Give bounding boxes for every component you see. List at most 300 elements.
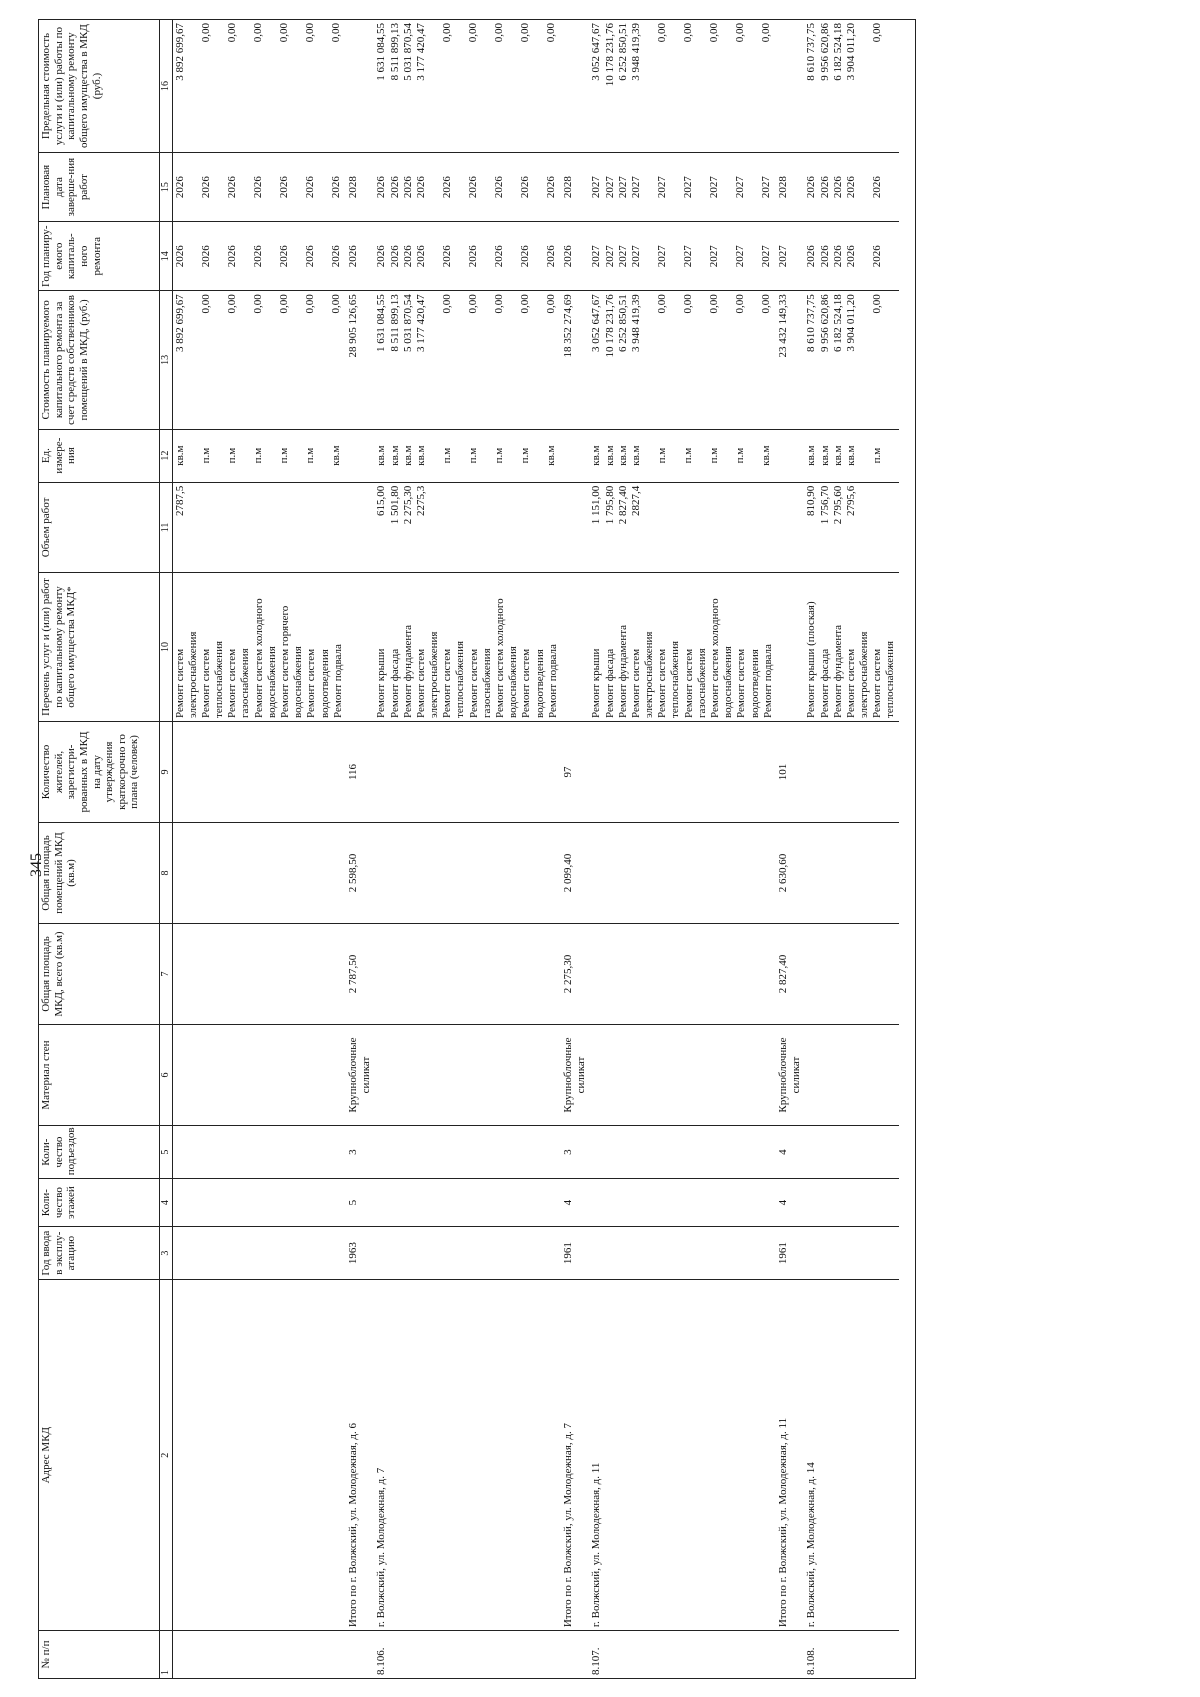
column-number: 7 — [160, 924, 173, 1025]
max-cost: 0,00 — [518, 23, 531, 43]
unit: кв.м — [629, 445, 642, 466]
work-cost: 3 892 699,67 — [173, 294, 186, 353]
max-cost: 3 904 011,20 — [844, 23, 857, 81]
header-row — [39, 20, 160, 1679]
repair-year: 2026 — [251, 245, 264, 268]
table-cell — [804, 482, 898, 572]
total-row — [561, 20, 589, 1679]
column-number: 12 — [160, 429, 173, 482]
work-item: Ремонт систем холодного водоснабжения — [252, 598, 278, 718]
end-date: 2028 — [561, 176, 574, 199]
max-cost: 5 031 870,54 — [401, 23, 414, 81]
table-cell — [804, 822, 898, 923]
repair-year: 2027 — [590, 245, 603, 268]
table-cell — [561, 1631, 589, 1679]
column-number: 2 — [160, 1280, 173, 1631]
end-date: 2026 — [173, 176, 186, 199]
house-row — [804, 20, 898, 1679]
work-volume-list — [174, 486, 343, 569]
work-cost: 10 178 231,76 — [603, 294, 616, 358]
row-number: 8.106. — [375, 1647, 388, 1675]
table-cell — [561, 20, 589, 153]
column-header: Предельная стоимость услуги и (или) работы по капитальному ремонту общего имущества в МКД (руб.) — [39, 20, 160, 153]
max-cost-list — [375, 23, 558, 149]
column-number: 15 — [160, 153, 173, 222]
table-cell — [776, 822, 804, 923]
table-end-spacer — [899, 20, 916, 1679]
max-cost: 3 892 699,67 — [173, 23, 186, 81]
work-volume — [330, 486, 343, 569]
work-cost: 0,00 — [707, 294, 720, 314]
unit: п.м — [733, 447, 746, 464]
unit: кв.м — [805, 445, 818, 466]
work-volume: 1 501,80 — [388, 485, 401, 525]
table-cell — [804, 573, 898, 722]
column-header: Год ввода в эксплу-атацию — [39, 1227, 160, 1280]
table-cell — [561, 1227, 589, 1280]
table-cell — [776, 573, 804, 722]
table-cell — [374, 20, 561, 153]
table-cell — [589, 20, 776, 153]
table-cell — [346, 482, 374, 572]
house-row — [374, 20, 561, 1679]
unit: п.м — [681, 447, 694, 464]
table-cell — [346, 573, 374, 722]
table-cell — [776, 924, 804, 1025]
work-item-list — [375, 576, 560, 718]
column-header: Год планиру-емого капиталь-ного ремонта — [39, 222, 160, 291]
table-cell — [374, 1179, 561, 1227]
unit: п.м — [225, 447, 238, 464]
table-cell — [374, 721, 561, 822]
work-cost: 3 177 420,47 — [414, 294, 427, 353]
work-volume — [682, 486, 708, 569]
column-header: Материал стен — [39, 1025, 160, 1126]
house-address: г. Волжский, ул. Молодежная, д. 7 — [375, 1467, 388, 1628]
table-cell — [172, 924, 346, 1025]
end-date-list — [375, 156, 558, 218]
total-row — [346, 20, 374, 1679]
work-item: Ремонт систем теплоснабжения — [656, 640, 682, 718]
house-row — [589, 20, 776, 1679]
work-volume — [708, 486, 734, 569]
table-cell — [589, 1025, 776, 1126]
work-volume-list — [590, 486, 773, 569]
repair-year-list — [590, 225, 773, 287]
table-cell — [346, 822, 374, 923]
table-cell — [589, 291, 776, 429]
table-cell — [346, 1227, 374, 1280]
table-cell — [589, 222, 776, 291]
work-item: Ремонт систем холодного водоснабжения — [709, 598, 735, 718]
max-cost: 10 178 231,76 — [603, 23, 616, 87]
max-cost: 0,00 — [759, 23, 772, 43]
table-cell — [589, 429, 776, 482]
table-cell — [172, 153, 346, 222]
table-cell — [172, 1025, 346, 1126]
total-area: 2 827,40 — [776, 954, 789, 994]
table-cell — [589, 822, 776, 923]
row-number: 8.108. — [805, 1647, 818, 1675]
table-cell — [172, 429, 346, 482]
work-cost: 9 956 620,86 — [818, 294, 831, 353]
unit: п.м — [466, 447, 479, 464]
work-volume — [734, 486, 760, 569]
table-cell — [561, 1280, 589, 1631]
repair-year: 2027 — [629, 245, 642, 268]
repair-year: 2026 — [173, 245, 186, 268]
work-item: Ремонт фасада — [388, 648, 401, 718]
work-cost: 8 511 899,13 — [388, 294, 401, 352]
repair-year: 2026 — [544, 245, 557, 268]
table-cell — [172, 1179, 346, 1227]
work-volume — [252, 486, 278, 569]
repair-year: 2026 — [303, 245, 316, 268]
work-item-list — [590, 576, 775, 718]
house-address: г. Волжский, ул. Молодежная, д. 14 — [805, 1462, 818, 1628]
wall-material: Крупноблочные силикат — [561, 1037, 588, 1113]
end-date: 2026 — [518, 176, 531, 199]
repair-year: 2026 — [225, 245, 238, 268]
unit: п.м — [707, 447, 720, 464]
work-item: Ремонт систем водоотведения — [735, 648, 761, 718]
end-date: 2027 — [759, 176, 772, 199]
table-cell — [172, 573, 346, 722]
work-item: Ремонт фундамента — [401, 624, 414, 718]
work-volume: 1 151,00 — [590, 485, 603, 525]
work-item: Ремонт систем водоотведения — [520, 648, 546, 718]
work-cost: 0,00 — [440, 294, 453, 314]
work-cost: 0,00 — [492, 294, 505, 314]
column-number: 14 — [160, 222, 173, 291]
residents-count: 116 — [346, 763, 359, 781]
work-item: Ремонт подвала — [331, 644, 344, 718]
row-number: 8.107. — [590, 1647, 603, 1675]
unit: кв.м — [603, 445, 616, 466]
unit: кв.м — [329, 445, 342, 466]
year-built: 1961 — [776, 1242, 789, 1265]
table-cell — [776, 1227, 804, 1280]
table-cell — [346, 20, 374, 153]
wall-material: Крупноблочные силикат — [346, 1037, 373, 1113]
table-cell — [804, 1179, 898, 1227]
table-cell — [346, 1025, 374, 1126]
column-header: Стоимость планируемого капитального ремонта за счет средств собственников помещений в МКД, (руб.) — [39, 291, 160, 429]
work-item-list — [174, 576, 345, 718]
table-cell — [776, 1126, 804, 1179]
end-date: 2026 — [388, 176, 401, 199]
unit: п.м — [518, 447, 531, 464]
table-cell — [374, 153, 561, 222]
unit: кв.м — [414, 445, 427, 466]
column-header: Плановая дата заверше-ния работ — [39, 153, 160, 222]
table-cell — [804, 20, 898, 153]
max-cost: 0,00 — [870, 23, 883, 43]
repair-year: 2026 — [518, 245, 531, 268]
end-date: 2026 — [818, 176, 831, 199]
work-volume: 2 275,30 — [401, 485, 414, 525]
max-cost: 0,00 — [277, 23, 290, 43]
repair-year: 2027 — [616, 245, 629, 268]
unit: п.м — [492, 447, 505, 464]
table-cell — [804, 1025, 898, 1126]
max-cost: 0,00 — [440, 23, 453, 43]
column-number: 8 — [160, 822, 173, 923]
table-cell — [776, 721, 804, 822]
table-cell — [589, 1126, 776, 1179]
work-item: Ремонт систем газоснабжения — [226, 648, 252, 718]
end-date: 2027 — [590, 176, 603, 199]
column-number-row — [160, 20, 173, 1679]
table-cell — [776, 1631, 804, 1679]
total-cost: 28 905 126,65 — [346, 294, 359, 358]
work-volume — [493, 486, 519, 569]
repair-year: 2026 — [818, 245, 831, 268]
max-cost: 3 948 419,39 — [629, 23, 642, 81]
total-cost: 23 432 149,33 — [776, 294, 789, 358]
work-item: Ремонт крыши — [375, 648, 388, 718]
repair-year: 2026 — [466, 245, 479, 268]
premises-area: 2 099,40 — [561, 853, 574, 893]
repair-year: 2026 — [346, 245, 359, 268]
max-cost: 0,00 — [707, 23, 720, 43]
table-cell — [561, 822, 589, 923]
max-cost: 6 182 524,18 — [831, 23, 844, 81]
table-cell — [804, 721, 898, 822]
end-date-list — [174, 156, 343, 218]
table-cell — [346, 721, 374, 822]
table-cell — [804, 1126, 898, 1179]
work-cost: 0,00 — [225, 294, 238, 314]
premises-area: 2 598,50 — [346, 853, 359, 893]
table-cell — [374, 1025, 561, 1126]
total-cost: 18 352 274,69 — [561, 294, 574, 358]
end-date-list — [590, 156, 773, 218]
end-date: 2026 — [199, 176, 212, 199]
end-date: 2026 — [544, 176, 557, 199]
entrances-count: 3 — [561, 1149, 574, 1155]
work-item: Ремонт систем теплоснабжения — [871, 640, 897, 718]
work-volume — [656, 486, 682, 569]
table-cell — [561, 291, 589, 429]
work-volume: 1 756,70 — [818, 485, 831, 525]
house-address: г. Волжский, ул. Молодежная, д. 11 — [590, 1462, 603, 1628]
column-header: Ед. измере-ния — [39, 429, 160, 482]
work-volume-list — [805, 486, 897, 569]
unit: кв.м — [388, 445, 401, 466]
max-cost: 0,00 — [225, 23, 238, 43]
work-cost: 0,00 — [870, 294, 883, 314]
table-cell — [776, 482, 804, 572]
repair-year: 2026 — [401, 245, 414, 268]
work-cost-list — [174, 294, 343, 425]
table-cell — [172, 1631, 346, 1679]
repair-year: 2026 — [329, 245, 342, 268]
floors-count: 5 — [346, 1199, 359, 1206]
end-date: 2026 — [414, 176, 427, 199]
max-cost: 0,00 — [733, 23, 746, 43]
table-cell — [172, 222, 346, 291]
work-item: Ремонт систем газоснабжения — [467, 648, 493, 718]
unit-list — [375, 433, 558, 479]
table-cell — [561, 429, 589, 482]
work-item: Ремонт систем электроснабжения — [844, 631, 871, 718]
max-cost: 6 252 850,51 — [616, 23, 629, 81]
max-cost: 0,00 — [251, 23, 264, 43]
work-cost: 0,00 — [518, 294, 531, 314]
total-label: Итого по г. Волжский, ул. Молодежная, д. 7 — [561, 1423, 574, 1628]
repair-year: 2027 — [655, 245, 668, 268]
table-cell — [804, 429, 898, 482]
work-cost: 6 182 524,18 — [831, 294, 844, 353]
work-volume: 2795,6 — [844, 485, 857, 516]
max-cost: 9 956 620,86 — [818, 23, 831, 81]
end-date: 2026 — [440, 176, 453, 199]
table-cell — [374, 291, 561, 429]
unit: п.м — [870, 447, 883, 464]
work-volume — [441, 486, 467, 569]
work-volume — [467, 486, 493, 569]
table-cell — [776, 222, 804, 291]
end-date: 2027 — [603, 176, 616, 199]
work-volume — [871, 486, 897, 569]
end-date: 2026 — [225, 176, 238, 199]
max-cost: 8 511 899,13 — [388, 23, 401, 81]
premises-area: 2 630,60 — [776, 853, 789, 893]
end-date: 2026 — [251, 176, 264, 199]
column-number: 4 — [160, 1179, 173, 1227]
end-date: 2026 — [329, 176, 342, 199]
table-cell — [172, 1280, 346, 1631]
repair-year-list — [805, 225, 897, 287]
table-cell — [172, 721, 346, 822]
column-number: 1 — [160, 1631, 173, 1679]
max-cost: 0,00 — [199, 23, 212, 43]
unit: п.м — [199, 447, 212, 464]
table-cell — [804, 291, 898, 429]
work-cost: 3 948 419,39 — [629, 294, 642, 353]
max-cost-list — [174, 23, 343, 149]
work-item: Ремонт подвала — [546, 644, 559, 718]
table-cell — [346, 924, 374, 1025]
work-cost: 0,00 — [544, 294, 557, 314]
column-header: Коли-чество подъездов — [39, 1126, 160, 1179]
table-cell — [374, 429, 561, 482]
table-cell — [374, 1227, 561, 1280]
residents-count: 97 — [561, 766, 574, 778]
end-date: 2026 — [466, 176, 479, 199]
unit: кв.м — [544, 445, 557, 466]
house-row — [172, 20, 346, 1679]
work-volume — [200, 486, 226, 569]
capital-repair-table — [38, 19, 916, 1679]
table-cell — [374, 1280, 561, 1631]
table-cell — [172, 291, 346, 429]
work-volume: 2 827,40 — [616, 485, 629, 525]
work-item: Ремонт фасада — [603, 648, 616, 718]
column-number: 5 — [160, 1126, 173, 1179]
end-date: 2028 — [776, 176, 789, 199]
work-cost: 0,00 — [303, 294, 316, 314]
work-volume — [519, 486, 545, 569]
work-cost: 3 904 011,20 — [844, 294, 857, 352]
table-cell — [346, 222, 374, 291]
repair-year: 2026 — [440, 245, 453, 268]
column-header: Коли-чество этажей — [39, 1179, 160, 1227]
table-cell — [561, 924, 589, 1025]
table-cell — [374, 573, 561, 722]
table-cell — [172, 20, 346, 153]
table-cell — [804, 222, 898, 291]
repair-year: 2026 — [844, 245, 857, 268]
max-cost-list — [590, 23, 773, 149]
work-item: Ремонт крыши — [590, 648, 603, 718]
work-volume: 1 795,80 — [603, 485, 616, 525]
max-cost: 0,00 — [655, 23, 668, 43]
page-number: 345 — [28, 853, 45, 877]
work-item: Ремонт систем холодного водоснабжения — [494, 598, 520, 718]
repair-year: 2026 — [831, 245, 844, 268]
repair-year-list — [375, 225, 558, 287]
work-item: Ремонт фундамента — [831, 624, 844, 718]
repair-year: 2027 — [681, 245, 694, 268]
table-cell — [804, 153, 898, 222]
unit-list — [805, 433, 897, 479]
table-cell — [172, 1126, 346, 1179]
work-cost: 5 031 870,54 — [401, 294, 414, 353]
table-cell — [561, 573, 589, 722]
table-cell — [804, 1227, 898, 1280]
table-cell — [346, 1179, 374, 1227]
work-item: Ремонт систем газоснабжения — [682, 648, 708, 718]
max-cost: 3 177 420,47 — [414, 23, 427, 81]
table-cell — [346, 1631, 374, 1679]
end-date-list — [805, 156, 897, 218]
work-item: Ремонт систем водоотведения — [305, 648, 331, 718]
table-cell — [804, 924, 898, 1025]
table-cell — [561, 482, 589, 572]
work-item: Ремонт систем электроснабжения — [414, 631, 441, 718]
table-cell — [776, 291, 804, 429]
table-cell — [776, 20, 804, 153]
year-built: 1963 — [346, 1242, 359, 1265]
table-cell — [589, 1179, 776, 1227]
repair-year: 2026 — [414, 245, 427, 268]
work-cost: 0,00 — [759, 294, 772, 314]
end-date: 2028 — [346, 176, 359, 199]
work-volume: 2 795,60 — [831, 485, 844, 525]
table-cell — [589, 1227, 776, 1280]
repair-year: 2026 — [375, 245, 388, 268]
entrances-count: 3 — [346, 1149, 359, 1155]
entrances-count: 4 — [776, 1149, 789, 1155]
work-item: Ремонт систем горячего водоснабжения — [279, 605, 305, 718]
table-cell — [374, 222, 561, 291]
table-cell — [561, 1126, 589, 1179]
work-volume — [304, 486, 330, 569]
unit: п.м — [303, 447, 316, 464]
table-cell — [346, 1280, 374, 1631]
table-cell — [589, 721, 776, 822]
work-volume: 2275,3 — [414, 485, 427, 516]
column-number: 16 — [160, 20, 173, 153]
work-cost: 0,00 — [466, 294, 479, 314]
work-cost-list — [590, 294, 773, 425]
table-cell — [589, 1280, 776, 1631]
work-volume-list — [375, 486, 558, 569]
table-body — [172, 20, 915, 1679]
unit: кв.м — [590, 445, 603, 466]
